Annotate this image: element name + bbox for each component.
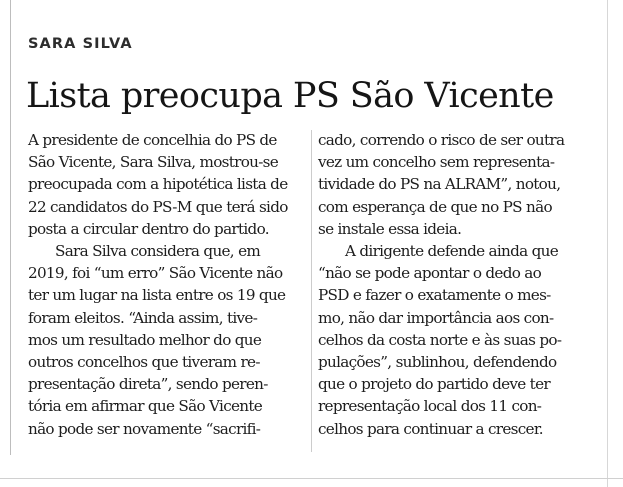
body-line: outros concelhos que tiveram re- (28, 353, 260, 372)
body-line: vez um concelho sem representa- (318, 153, 555, 172)
body-line: foram eleitos. “Ainda assim, tive- (28, 308, 258, 327)
body-line: mo, não dar importância aos con- (318, 308, 554, 327)
left-frame-rule (10, 0, 11, 455)
body-line: Sara Silva considera que, em (55, 242, 261, 261)
body-line: pulações”, sublinhou, defendendo (318, 353, 557, 372)
body-line: representação local dos 11 con- (318, 397, 542, 416)
body-line: 2019, foi “um erro” São Vicente não (28, 264, 283, 283)
body-line: posta a circular dentro do partido. (28, 219, 269, 238)
body-line: tória em afirmar que São Vicente (28, 397, 263, 416)
body-line: se instale essa ideia. (318, 219, 462, 238)
body-line: A dirigente defende ainda que (345, 242, 559, 261)
body-line: preocupada com a hipotética lista de (28, 175, 288, 194)
body-line: não pode ser novamente “sacrifi- (28, 419, 261, 438)
body-line: com esperança de que no PS não (318, 197, 552, 216)
column-divider (311, 130, 312, 452)
bottom-rule (0, 478, 623, 479)
body-line: A presidente de concelhia do PS de (28, 131, 277, 149)
body-line: que o projeto do partido deve ter (318, 375, 550, 394)
article-headline: Lista preocupa PS São Vicente (26, 76, 554, 116)
body-line: cado, correndo o risco de ser outra (318, 131, 565, 149)
body-line: presentação direta”, sendo peren- (28, 375, 268, 394)
body-line: celhos da costa norte e às suas po- (318, 330, 562, 349)
article-column-right (318, 129, 598, 440)
body-line: PSD e fazer o exatamente o mes- (318, 286, 551, 305)
article-kicker: SARA SILVA (28, 36, 133, 52)
body-line: mos um resultado melhor do que (28, 330, 262, 349)
body-line: celhos para continuar a crescer. (318, 419, 543, 438)
body-line: São Vicente, Sara Silva, mostrou-se (28, 153, 279, 172)
article-column-left (28, 129, 308, 440)
body-line: 22 candidatos do PS-M que terá sido (28, 197, 288, 216)
right-frame-rule (607, 0, 608, 487)
top-margin (0, 0, 623, 14)
body-line: ter um lugar na lista entre os 19 que (28, 286, 286, 305)
body-line: “não se pode apontar o dedo ao (318, 264, 542, 283)
body-line: tividade do PS na ALRAM”, notou, (318, 175, 561, 194)
